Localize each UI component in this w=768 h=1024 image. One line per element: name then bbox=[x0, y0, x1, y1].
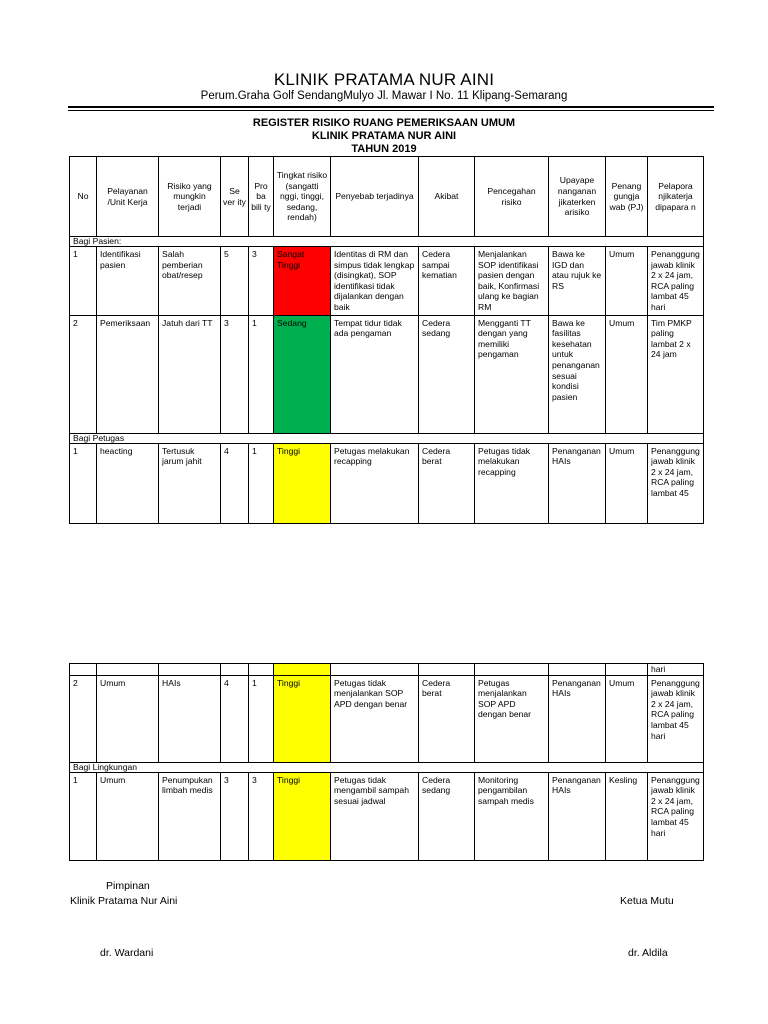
col-header-pj: Penang gungja wab (PJ) bbox=[606, 157, 648, 237]
table-row bbox=[70, 675, 704, 762]
col-header-tingkat: Tingkat risiko (sangatti nggi, tinggi, sedang, rendah) bbox=[274, 157, 331, 237]
cell-risiko bbox=[159, 664, 221, 676]
cell-pj: Umum bbox=[606, 443, 648, 523]
clinic-title: KLINIK PRATAMA NUR AINI bbox=[273, 70, 495, 89]
cell-penyebab: Petugas tidak mengambil sampah sesuai jadwal bbox=[331, 772, 419, 860]
cell-pelaporan: Penanggung jawab klinik 2 x 24 jam, RCA paling lambat 45 bbox=[648, 443, 704, 523]
cell-pj bbox=[606, 664, 648, 676]
cell-pelayanan: Identifikasi pasien bbox=[97, 247, 159, 316]
cell-pj: Kesling bbox=[606, 772, 648, 860]
cell-pencegahan: Petugas menjalankan SOP APD dengan benar bbox=[475, 675, 549, 762]
col-header-risiko: Risiko yang mungkin terjadi bbox=[159, 157, 221, 237]
cell-pencegahan: Petugas tidak melakukan recapping bbox=[475, 443, 549, 523]
cell-probability: 1 bbox=[249, 443, 274, 523]
section-row-lingkungan bbox=[70, 762, 704, 772]
col-header-severity: Se ver ity bbox=[221, 157, 249, 237]
table-row bbox=[70, 443, 704, 523]
cell-severity: 4 bbox=[221, 443, 249, 523]
cell-upaya: Penanganan HAIs bbox=[549, 675, 606, 762]
cell-risiko: Salah pemberian obat/resep bbox=[159, 247, 221, 316]
section-row-pasien bbox=[70, 237, 704, 247]
cell-pelayanan bbox=[97, 664, 159, 676]
cell-upaya: Penanganan HAIs bbox=[549, 772, 606, 860]
cell-probability: 3 bbox=[249, 772, 274, 860]
cell-no: 1 bbox=[70, 772, 97, 860]
section-label-lingkungan: Bagi Lingkungan bbox=[70, 762, 704, 772]
cell-probability bbox=[249, 664, 274, 676]
cell-pelayanan: Umum bbox=[97, 675, 159, 762]
col-header-akibat: Akibat bbox=[419, 157, 475, 237]
table-header-row bbox=[70, 157, 704, 237]
cell-severity: 4 bbox=[221, 675, 249, 762]
cell-severity bbox=[221, 664, 249, 676]
cell-severity: 3 bbox=[221, 772, 249, 860]
cell-akibat: Cedera berat bbox=[419, 675, 475, 762]
register-subtitle: KLINIK PRATAMA NUR AINI bbox=[311, 130, 457, 142]
cell-akibat: Cedera sedang bbox=[419, 315, 475, 433]
signature-left-org: Klinik Pratama Nur Aini bbox=[70, 895, 178, 907]
cell-pj: Umum bbox=[606, 315, 648, 433]
table-row bbox=[70, 315, 704, 433]
cell-akibat bbox=[419, 664, 475, 676]
cell-penyebab: Identitas di RM dan simpus tidak lengkap (disingkat), SOP identifikasi tidak dijalankan dengan baik bbox=[331, 247, 419, 316]
cell-pelaporan: Penanggung jawab klinik 2 x 24 jam, RCA paling lambat 45 hari bbox=[648, 772, 704, 860]
col-header-pelaporan: Pelapora njikaterja dipapara n bbox=[648, 157, 704, 237]
cell-penyebab: Petugas tidak menjalankan SOP APD dengan benar bbox=[331, 675, 419, 762]
cell-risiko: Penumpukan limbah medis bbox=[159, 772, 221, 860]
cell-pencegahan: Mengganti TT dengan yang memiliki pengaman bbox=[475, 315, 549, 433]
cell-no: 1 bbox=[70, 247, 97, 316]
cell-risiko: HAIs bbox=[159, 675, 221, 762]
cell-risiko: Tertusuk jarum jahit bbox=[159, 443, 221, 523]
cell-upaya: Penanganan HAIs bbox=[549, 443, 606, 523]
cell-pelaporan: Penanggung jawab klinik 2 x 24 jam, RCA paling lambat 45 hari bbox=[648, 675, 704, 762]
cell-pelayanan: Pemeriksaan bbox=[97, 315, 159, 433]
cell-akibat: Cedera berat bbox=[419, 443, 475, 523]
risk-register-table-page-2 bbox=[69, 663, 704, 861]
cell-tingkat-risiko: Tinggi bbox=[274, 443, 331, 523]
cell-akibat: Cedera sedang bbox=[419, 772, 475, 860]
register-title: REGISTER RISIKO RUANG PEMERIKSAAN UMUM bbox=[252, 117, 516, 129]
cell-pencegahan: Menjalankan SOP identifikasi pasien dengan baik, Konfirmasi ulang ke bagian RM bbox=[475, 247, 549, 316]
cell-akibat: Cedera sampai kematian bbox=[419, 247, 475, 316]
section-row-petugas bbox=[70, 433, 704, 443]
section-label-pasien: Bagi Pasien: bbox=[70, 237, 704, 247]
col-header-pencegahan: Pencegahan risiko bbox=[475, 157, 549, 237]
cell-pelaporan: Tim PMKP paling lambat 2 x 24 jam bbox=[648, 315, 704, 433]
cell-tingkat-risiko: Tinggi bbox=[274, 772, 331, 860]
cell-pj: Umum bbox=[606, 247, 648, 316]
cell-penyebab: Petugas melakukan recapping bbox=[331, 443, 419, 523]
cell-tingkat-risiko: Tinggi bbox=[274, 675, 331, 762]
signature-right-title: Ketua Mutu bbox=[620, 895, 674, 907]
cell-tingkat-risiko bbox=[274, 664, 331, 676]
risk-register-table-page-1 bbox=[69, 156, 704, 524]
cell-tingkat-risiko: Sedang bbox=[274, 315, 331, 433]
cell-severity: 3 bbox=[221, 315, 249, 433]
cell-upaya bbox=[549, 664, 606, 676]
cell-pelaporan: Penanggung jawab klinik 2 x 24 jam, RCA paling lambat 45 hari bbox=[648, 247, 704, 316]
cell-pelaporan: hari bbox=[648, 664, 704, 676]
cell-severity: 5 bbox=[221, 247, 249, 316]
cell-pelayanan: heacting bbox=[97, 443, 159, 523]
section-label-petugas: Bagi Petugas bbox=[70, 433, 704, 443]
signature-right-name: dr. Aldila bbox=[628, 947, 668, 959]
header-divider-thin bbox=[68, 110, 714, 111]
cell-upaya: Bawa ke IGD dan atau rujuk ke RS bbox=[549, 247, 606, 316]
cell-risiko: Jatuh dari TT bbox=[159, 315, 221, 433]
cell-penyebab bbox=[331, 664, 419, 676]
cell-upaya: Bawa ke fasilitas kesehatan untuk penanganan sesuai kondisi pasien bbox=[549, 315, 606, 433]
col-header-pelayanan: Pelayanan /Unit Kerja bbox=[97, 157, 159, 237]
cell-penyebab: Tempat tidur tidak ada pengaman bbox=[331, 315, 419, 433]
cell-no: 2 bbox=[70, 675, 97, 762]
clinic-address: Perum.Graha Golf SendangMulyo Jl. Mawar I No. 11 Klipang-Semarang bbox=[200, 90, 568, 102]
cell-no bbox=[70, 664, 97, 676]
col-header-penyebab: Penyebab terjadinya bbox=[331, 157, 419, 237]
table-row bbox=[70, 772, 704, 860]
cell-probability: 1 bbox=[249, 675, 274, 762]
cell-pelayanan: Umum bbox=[97, 772, 159, 860]
cell-pencegahan: Monitoring pengambilan sampah medis bbox=[475, 772, 549, 860]
cell-tingkat-risiko: Sangat Tinggi bbox=[274, 247, 331, 316]
signature-left-title: Pimpinan bbox=[106, 880, 150, 892]
col-header-probability: Pro ba bili ty bbox=[249, 157, 274, 237]
cell-probability: 3 bbox=[249, 247, 274, 316]
register-year: TAHUN 2019 bbox=[351, 143, 417, 155]
col-header-no: No bbox=[70, 157, 97, 237]
cell-no: 1 bbox=[70, 443, 97, 523]
cell-pencegahan bbox=[475, 664, 549, 676]
table-row-continuation bbox=[70, 664, 704, 676]
header-divider-thick bbox=[68, 106, 714, 108]
table-row bbox=[70, 247, 704, 316]
col-header-upaya: Upayape nanganan jikaterken arisiko bbox=[549, 157, 606, 237]
cell-pj: Umum bbox=[606, 675, 648, 762]
signature-left-name: dr. Wardani bbox=[100, 947, 154, 959]
cell-no: 2 bbox=[70, 315, 97, 433]
cell-probability: 1 bbox=[249, 315, 274, 433]
